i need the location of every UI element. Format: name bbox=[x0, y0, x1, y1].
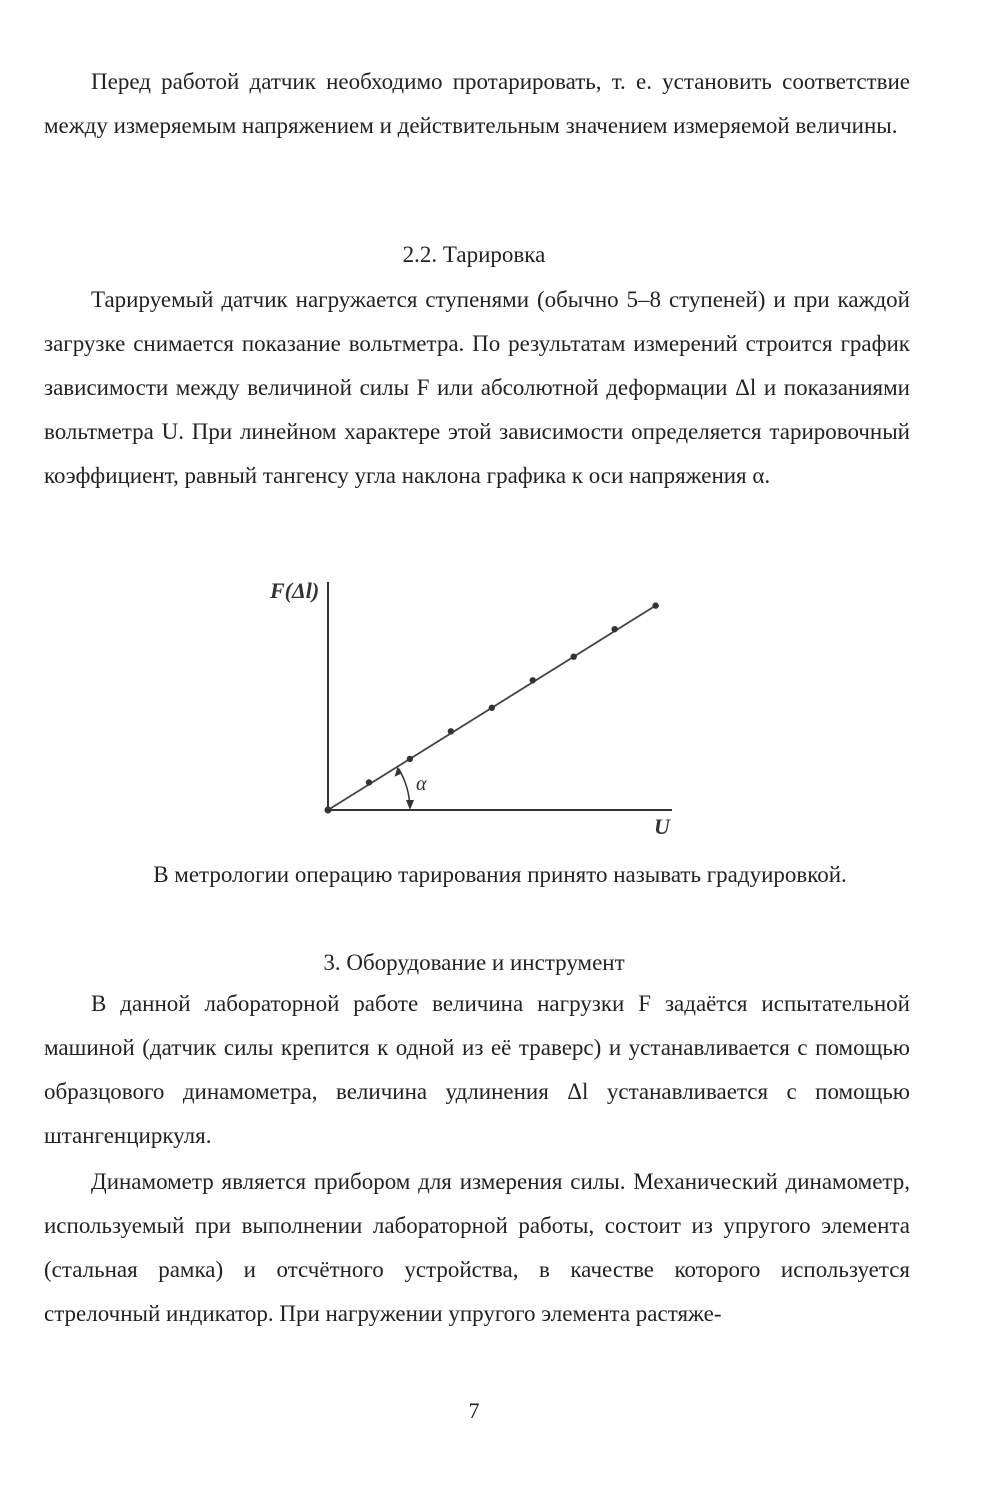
data-point bbox=[448, 728, 454, 734]
data-point bbox=[325, 807, 332, 814]
metrology-caption: В метрологии операцию тарирования принято называть градуировкой. bbox=[153, 862, 847, 887]
data-point bbox=[407, 756, 413, 762]
section-heading-3: 3. Оборудование и инструмент bbox=[323, 950, 625, 975]
x-axis-label: U bbox=[654, 814, 670, 839]
dynamometer-paragraph: Динамометр является прибором для измерения силы. Механический динамометр, используемый при выполнении лабораторной работы, состоит из упругого элемента (стальная рамка) и отсчётного устройства, в качестве которого используется стрелочный индикатор. При нагружении упругого элемента растяже- bbox=[44, 1169, 910, 1326]
calibration-chart bbox=[260, 570, 700, 845]
data-point bbox=[366, 779, 372, 785]
data-point bbox=[571, 653, 577, 659]
data-point bbox=[611, 626, 617, 632]
section-heading-2-2: 2.2. Тарировка bbox=[402, 242, 546, 267]
page-number: 7 bbox=[468, 1398, 480, 1423]
data-point bbox=[489, 705, 495, 711]
data-point bbox=[530, 677, 536, 683]
intro-paragraph: Перед работой датчик необходимо протарировать, т. е. установить соответствие между измеряемым напряжением и действительным значением измеряемой величины. bbox=[44, 69, 910, 138]
angle-label: α bbox=[416, 773, 427, 795]
calibration-paragraph: Тарируемый датчик нагружается ступенями (обычно 5–8 ступеней) и при каждой загрузке снимается показание вольтметра. По результатам измерений строится график зависимости между величиной силы F или абсолютной деформации Δl и показаниями вольтметра U. При линейном характере этой зависимости определяется тарировочный коэффициент, равный тангенсу угла наклона графика к оси напряжения α. bbox=[44, 287, 910, 488]
angle-arrow-bottom bbox=[406, 800, 414, 810]
data-point bbox=[652, 602, 658, 608]
y-axis-label: F(Δl) bbox=[270, 578, 320, 603]
equipment-paragraph: В данной лабораторной работе величина нагрузки F задаётся испытательной машиной (датчик силы крепится к одной из её траверс) и устанавливается с помощью образцового динамометра, величина удлинения Δl устанавливается с помощью штангенциркуля. bbox=[44, 991, 910, 1148]
